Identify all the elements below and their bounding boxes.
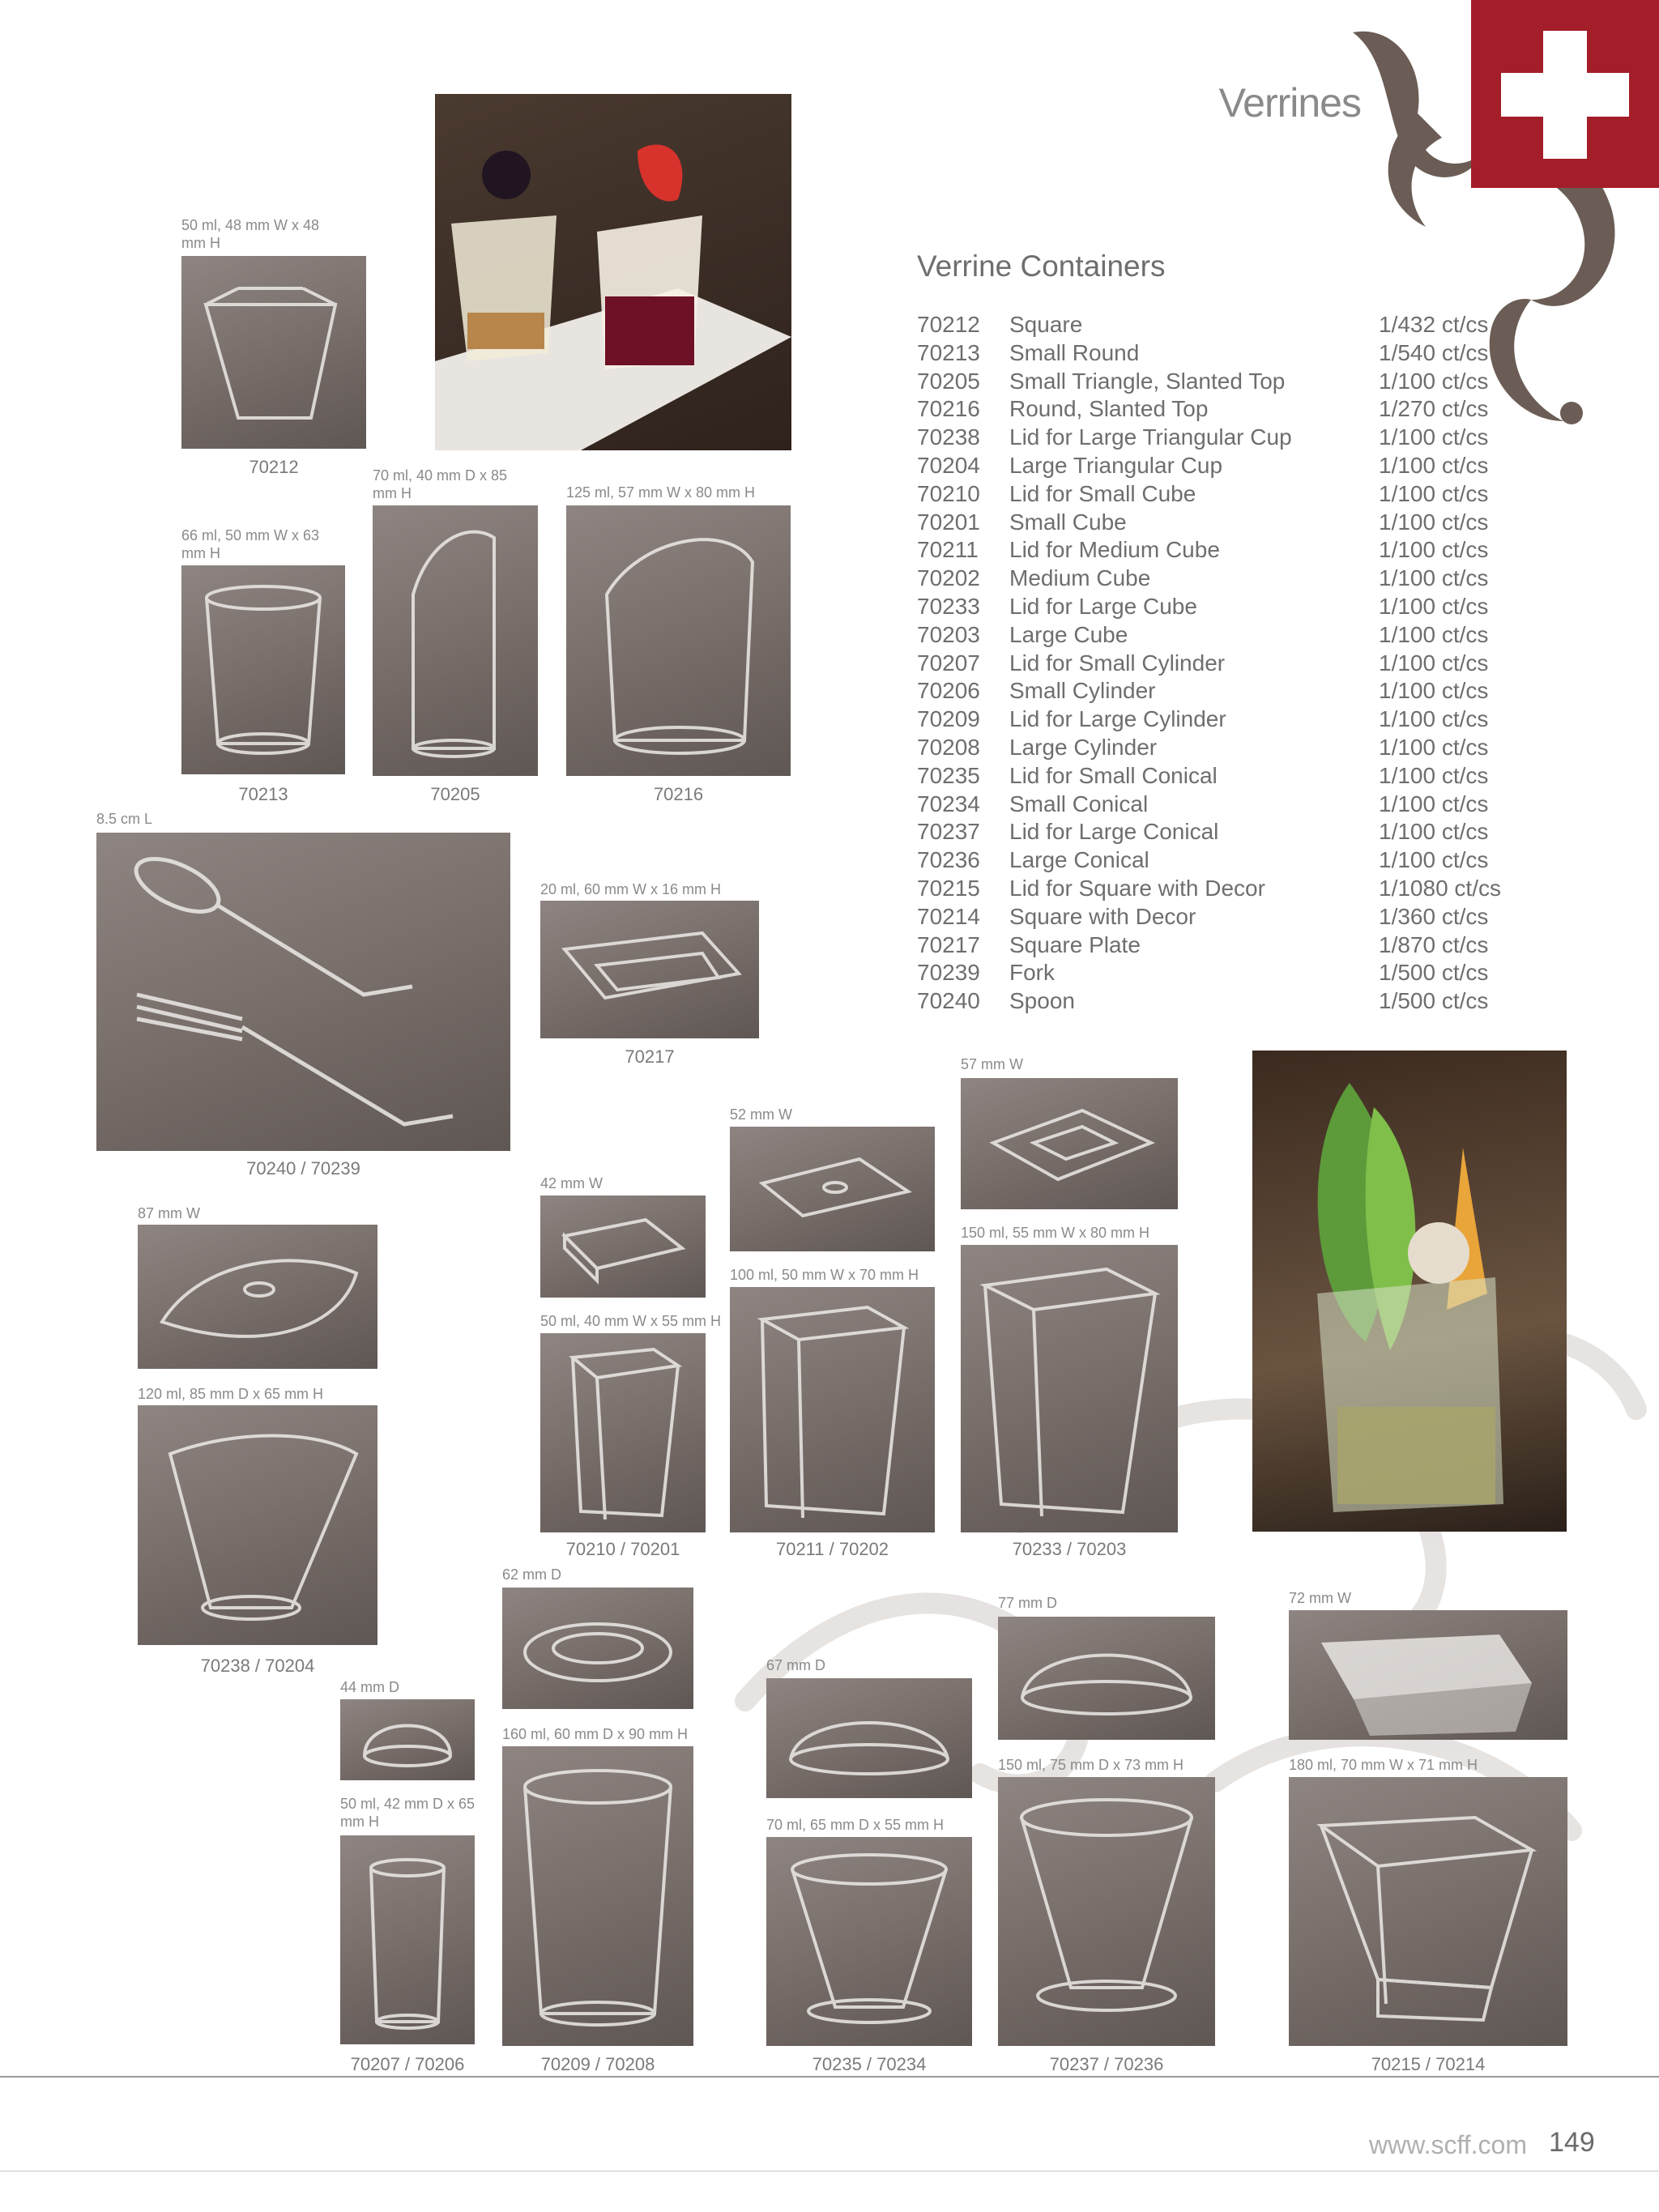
swiss-flag bbox=[1471, 0, 1659, 188]
product-name: Round, Slanted Top bbox=[1009, 396, 1209, 422]
dim-label-triangular-cup: 120 ml, 85 mm D x 65 mm H bbox=[138, 1386, 324, 1402]
dim-label-large-conical: 150 ml, 75 mm D x 73 mm H bbox=[998, 1757, 1184, 1773]
code-large-cube: 70233 / 70203 bbox=[1012, 1539, 1127, 1559]
product-pack: 1/270 ct/cs bbox=[1379, 396, 1489, 422]
product-pack: 1/100 ct/cs bbox=[1379, 565, 1489, 591]
product-name: Square Plate bbox=[1009, 931, 1141, 957]
product-code: 70203 bbox=[917, 621, 980, 647]
product-pack: 1/100 ct/cs bbox=[1379, 593, 1489, 619]
product-photo-large-cylinder-lid bbox=[502, 1588, 693, 1709]
product-pack: 1/100 ct/cs bbox=[1379, 368, 1489, 394]
product-pack: 1/500 ct/cs bbox=[1379, 988, 1489, 1014]
product-pack: 1/500 ct/cs bbox=[1379, 960, 1489, 986]
product-photo-large-cylinder bbox=[502, 1746, 693, 2046]
product-pack: 1/100 ct/cs bbox=[1379, 678, 1489, 704]
product-row bbox=[917, 734, 1533, 762]
product-photo-70216 bbox=[566, 505, 791, 776]
code-70212: 70212 bbox=[249, 457, 299, 477]
dim-label-70213: 66 ml, 50 mm W x 63 mm H bbox=[181, 527, 320, 561]
product-row bbox=[917, 677, 1533, 705]
product-row bbox=[917, 791, 1533, 819]
product-pack: 1/100 ct/cs bbox=[1379, 424, 1489, 450]
dim-label-small-cube-lid: 42 mm W bbox=[540, 1175, 603, 1191]
dim-label-medium-cube: 100 ml, 50 mm W x 70 mm H bbox=[730, 1267, 919, 1283]
product-row bbox=[917, 875, 1533, 903]
product-name: Large Cylinder bbox=[1009, 734, 1158, 760]
product-row bbox=[917, 509, 1533, 537]
product-pack: 1/100 ct/cs bbox=[1379, 762, 1489, 788]
dim-label-70216: 125 ml, 57 mm W x 80 mm H bbox=[566, 484, 756, 501]
product-photo-large-cube-lid bbox=[961, 1078, 1178, 1209]
product-name: Lid for Small Cylinder bbox=[1009, 650, 1226, 676]
code-70217: 70217 bbox=[625, 1046, 675, 1067]
dim-label-large-conical-lid: 77 mm D bbox=[998, 1595, 1058, 1611]
product-code: 70209 bbox=[917, 706, 980, 732]
product-photo-small-conical-lid bbox=[766, 1678, 972, 1798]
product-row bbox=[917, 987, 1533, 1016]
dim-label-small-conical-lid: 67 mm D bbox=[766, 1657, 826, 1673]
product-row bbox=[917, 593, 1533, 621]
dessert-verrines-photo bbox=[435, 94, 791, 450]
product-photo-small-cylinder bbox=[340, 1835, 475, 2044]
product-name: Spoon bbox=[1009, 988, 1075, 1014]
product-name: Lid for Large Conical bbox=[1009, 819, 1219, 845]
dim-label-small-conical: 70 ml, 65 mm D x 55 mm H bbox=[766, 1817, 945, 1833]
product-pack: 1/100 ct/cs bbox=[1379, 509, 1489, 535]
product-name: Large Triangular Cup bbox=[1009, 452, 1223, 478]
product-pack: 1/432 ct/cs bbox=[1379, 312, 1489, 337]
product-row bbox=[917, 959, 1533, 987]
product-row bbox=[917, 480, 1533, 509]
dim-label-small-cube: 50 ml, 40 mm W x 55 mm H bbox=[540, 1313, 722, 1329]
product-photo-small-conical bbox=[766, 1837, 972, 2046]
product-photo-fork-spoon bbox=[96, 833, 510, 1151]
product-photo-70205 bbox=[373, 505, 538, 776]
product-list-title: Verrine Containers bbox=[917, 249, 1166, 283]
code-large-conical: 70237 / 70236 bbox=[1049, 2054, 1164, 2074]
product-photo-small-cube-lid bbox=[540, 1196, 706, 1298]
code-70216: 70216 bbox=[653, 784, 704, 804]
product-code: 70212 bbox=[917, 312, 980, 337]
product-photo-triangular-cup bbox=[138, 1405, 377, 1645]
flag-cross-horizontal bbox=[1501, 73, 1629, 117]
product-photo-large-conical-lid bbox=[998, 1617, 1215, 1740]
dim-label-70217: 20 ml, 60 mm W x 16 mm H bbox=[540, 881, 722, 897]
product-pack: 1/100 ct/cs bbox=[1379, 706, 1489, 732]
product-code: 70216 bbox=[917, 396, 980, 422]
product-name: Medium Cube bbox=[1009, 565, 1151, 591]
product-name: Small Conical bbox=[1009, 791, 1149, 816]
product-photo-70213 bbox=[181, 565, 345, 774]
product-name: Large Cube bbox=[1009, 621, 1128, 647]
product-row bbox=[917, 395, 1533, 424]
product-photo-large-conical bbox=[998, 1777, 1215, 2046]
product-pack: 1/1080 ct/cs bbox=[1379, 875, 1501, 901]
product-pack: 1/360 ct/cs bbox=[1379, 903, 1489, 929]
product-code: 70211 bbox=[917, 537, 979, 563]
code-triangular: 70238 / 70204 bbox=[200, 1656, 315, 1676]
code-70205: 70205 bbox=[430, 784, 480, 804]
product-name: Lid for Large Triangular Cup bbox=[1009, 424, 1292, 450]
product-pack: 1/540 ct/cs bbox=[1379, 339, 1489, 365]
product-photo-large-cube bbox=[961, 1245, 1178, 1532]
product-row bbox=[917, 705, 1533, 734]
product-code: 70206 bbox=[917, 678, 980, 704]
product-row bbox=[917, 621, 1533, 650]
code-small-conical: 70235 / 70234 bbox=[812, 2054, 927, 2074]
dim-label-large-cylinder: 160 ml, 60 mm D x 90 mm H bbox=[502, 1726, 689, 1742]
product-row bbox=[917, 650, 1533, 678]
product-pack: 1/100 ct/cs bbox=[1379, 734, 1489, 760]
code-70213: 70213 bbox=[238, 784, 288, 804]
product-row bbox=[917, 818, 1533, 846]
dim-label-small-cylinder: 50 ml, 42 mm D x 65 mm H bbox=[340, 1796, 476, 1830]
code-large-cylinder: 70209 / 70208 bbox=[540, 2054, 655, 2074]
product-row bbox=[917, 762, 1533, 791]
product-code: 70238 bbox=[917, 424, 980, 450]
product-code: 70235 bbox=[917, 762, 980, 788]
product-code: 70237 bbox=[917, 819, 980, 845]
product-name: Small Cylinder bbox=[1009, 678, 1156, 704]
dim-label-decor-lid: 72 mm W bbox=[1289, 1590, 1352, 1606]
product-code: 70208 bbox=[917, 734, 980, 760]
product-photo-small-cylinder-lid bbox=[340, 1699, 475, 1780]
product-photo-medium-cube-lid bbox=[730, 1127, 935, 1251]
product-name: Fork bbox=[1009, 960, 1055, 986]
product-row bbox=[917, 311, 1533, 339]
product-name: Lid for Medium Cube bbox=[1009, 537, 1220, 563]
product-photo-triangular-lid bbox=[138, 1225, 377, 1369]
product-code: 70201 bbox=[917, 509, 980, 535]
section-title: Verrines bbox=[1218, 80, 1361, 126]
product-name: Small Cube bbox=[1009, 509, 1127, 535]
product-photo-70217 bbox=[540, 901, 759, 1038]
product-photo-decor bbox=[1289, 1777, 1567, 2046]
product-row bbox=[917, 536, 1533, 565]
product-code: 70234 bbox=[917, 791, 980, 816]
code-decor: 70215 / 70214 bbox=[1371, 2054, 1486, 2074]
product-code: 70207 bbox=[917, 650, 980, 676]
product-row bbox=[917, 903, 1533, 931]
product-name: Lid for Square with Decor bbox=[1009, 875, 1265, 901]
dim-label-large-cube-lid: 57 mm W bbox=[961, 1056, 1024, 1072]
product-row bbox=[917, 931, 1533, 960]
product-name: Small Round bbox=[1009, 339, 1140, 365]
dim-label-70212: 50 ml, 48 mm W x 48 mm H bbox=[181, 217, 320, 251]
dim-label-medium-cube-lid: 52 mm W bbox=[730, 1106, 793, 1123]
product-code: 70217 bbox=[917, 931, 980, 957]
product-code: 70205 bbox=[917, 368, 980, 394]
product-pack: 1/100 ct/cs bbox=[1379, 791, 1489, 816]
footer-website: www.scff.com bbox=[1369, 2130, 1527, 2159]
product-pack: 1/100 ct/cs bbox=[1379, 819, 1489, 845]
product-row bbox=[917, 424, 1533, 452]
product-pack: 1/100 ct/cs bbox=[1379, 452, 1489, 478]
dim-label-small-cylinder-lid: 44 mm D bbox=[340, 1679, 400, 1695]
product-photo-medium-cube bbox=[730, 1287, 935, 1532]
product-code: 70215 bbox=[917, 875, 980, 901]
footer-divider bbox=[0, 2076, 1659, 2078]
code-medium-cube: 70211 / 70202 bbox=[775, 1539, 889, 1559]
product-row bbox=[917, 565, 1533, 593]
footer-bottom-divider bbox=[0, 2171, 1659, 2172]
product-pack: 1/870 ct/cs bbox=[1379, 931, 1489, 957]
dim-label-large-cylinder-lid: 62 mm D bbox=[502, 1566, 562, 1583]
product-code: 70240 bbox=[917, 988, 980, 1014]
product-name: Lid for Small Cube bbox=[1009, 480, 1196, 506]
product-name: Square bbox=[1009, 312, 1083, 337]
product-row bbox=[917, 368, 1533, 396]
product-code: 70204 bbox=[917, 452, 980, 478]
product-photo-decor-lid bbox=[1289, 1610, 1567, 1740]
product-pack: 1/100 ct/cs bbox=[1379, 621, 1489, 647]
product-code: 70202 bbox=[917, 565, 980, 591]
product-code: 70210 bbox=[917, 480, 980, 506]
salad-verrine-photo bbox=[1252, 1051, 1567, 1532]
product-code: 70233 bbox=[917, 593, 980, 619]
dim-label-utensils: 8.5 cm L bbox=[96, 811, 153, 827]
dim-label-triangular-lid: 87 mm W bbox=[138, 1205, 201, 1221]
product-code: 70236 bbox=[917, 847, 980, 873]
code-utensils: 70240 / 70239 bbox=[246, 1158, 360, 1178]
page-number: 149 bbox=[1549, 2127, 1595, 2158]
dim-label-large-cube: 150 ml, 55 mm W x 80 mm H bbox=[961, 1225, 1150, 1241]
product-row bbox=[917, 846, 1533, 875]
product-photo-small-cube bbox=[540, 1333, 706, 1532]
product-name: Large Conical bbox=[1009, 847, 1149, 873]
product-name: Square with Decor bbox=[1009, 903, 1196, 929]
product-list bbox=[917, 311, 1533, 1016]
product-pack: 1/100 ct/cs bbox=[1379, 537, 1489, 563]
product-name: Lid for Small Conical bbox=[1009, 762, 1218, 788]
product-code: 70213 bbox=[917, 339, 980, 365]
product-row bbox=[917, 452, 1533, 480]
code-small-cube: 70210 / 70201 bbox=[565, 1539, 680, 1559]
dim-label-70205: 70 ml, 40 mm D x 85 mm H bbox=[373, 467, 508, 501]
product-pack: 1/100 ct/cs bbox=[1379, 650, 1489, 676]
code-small-cylinder: 70207 / 70206 bbox=[350, 2054, 465, 2074]
product-photo-70212 bbox=[181, 256, 366, 449]
dim-label-decor: 180 ml, 70 mm W x 71 mm H bbox=[1289, 1757, 1478, 1773]
product-name: Lid for Large Cube bbox=[1009, 593, 1197, 619]
product-code: 70214 bbox=[917, 903, 980, 929]
product-pack: 1/100 ct/cs bbox=[1379, 480, 1489, 506]
product-row bbox=[917, 339, 1533, 368]
product-name: Lid for Large Cylinder bbox=[1009, 706, 1226, 732]
product-name: Small Triangle, Slanted Top bbox=[1009, 368, 1286, 394]
product-code: 70239 bbox=[917, 960, 980, 986]
product-pack: 1/100 ct/cs bbox=[1379, 847, 1489, 873]
